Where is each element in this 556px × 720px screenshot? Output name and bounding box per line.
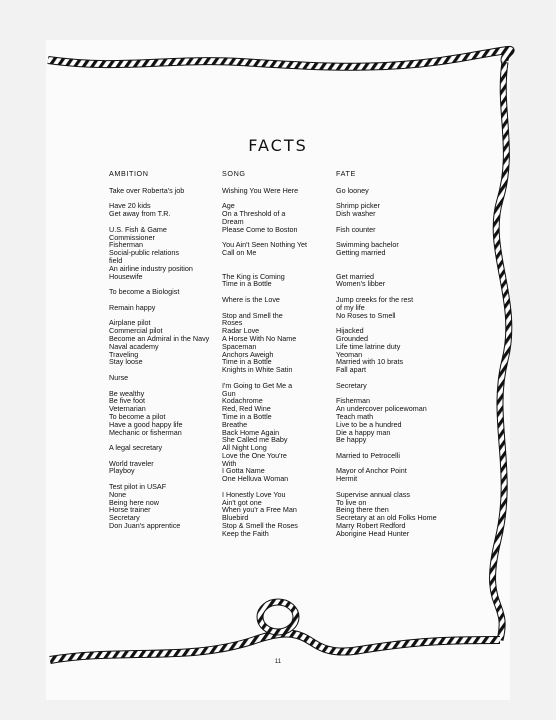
entry-line: None (109, 489, 127, 499)
entry-line: Social-public relations (109, 248, 179, 258)
column-header: AMBITION (109, 169, 149, 178)
entry-line: Radar Love (222, 326, 260, 336)
entry-line: Mayor of Anchor Point (336, 466, 407, 476)
entry-line: Please Come to Boston (222, 224, 298, 234)
entry-line: U.S. Fish & Game (109, 224, 167, 234)
entry-line: Back Home Again (222, 427, 280, 437)
list-item (222, 312, 332, 374)
entry-line: Red, Red Wine (222, 404, 271, 414)
list-item (109, 304, 221, 312)
entry-line: Shrimp picker (336, 201, 380, 211)
fate-column (336, 170, 466, 545)
list-item (336, 187, 466, 195)
list-item (336, 452, 466, 460)
list-item (222, 187, 332, 195)
list-item (336, 327, 466, 374)
entry-line: Housewife (109, 271, 143, 281)
entry-line: One Helluva Woman (222, 474, 289, 484)
entry-line: Ain't got one (222, 497, 262, 507)
list-item (336, 467, 466, 483)
list-item (109, 187, 221, 195)
entry-line: Traveling (109, 349, 139, 359)
entry-line: Bluebird (222, 513, 249, 523)
entry-line: Call on Me (222, 248, 257, 258)
entry-line: Spaceman (222, 341, 257, 351)
entry-line: Married with 10 brats (336, 357, 404, 367)
entry-line: Jump creeks for the rest (336, 294, 414, 304)
entry-line (336, 257, 466, 265)
entry-line: Stop & Smell the Roses (222, 521, 298, 531)
list-item (109, 483, 221, 530)
entry-line: Love the One You're (222, 450, 287, 460)
entry-line: Roses (222, 318, 243, 328)
entry-line: Stop and Smell the (222, 310, 283, 320)
entry-line: Hijacked (336, 326, 364, 336)
entry-line: Fisherman (109, 240, 143, 250)
entry-line: Secretary at an old Folks Home (336, 513, 437, 523)
entry-line: Age (222, 201, 235, 211)
entry-line: Stay loose (109, 357, 143, 367)
list-item (336, 226, 466, 234)
entry-line: An undercover policewoman (336, 404, 427, 414)
list-item (109, 202, 221, 218)
entry-line: I Gotta Name (222, 466, 265, 476)
page-number: 11 (274, 659, 282, 665)
list-item (222, 202, 332, 233)
entry-line: Secretary (109, 513, 140, 523)
list-item (336, 202, 466, 218)
entry-line: Kodachrome (222, 396, 263, 406)
entry-line: Horse trainer (109, 505, 151, 515)
entry-line: Fall apart (336, 365, 366, 375)
entry-line: Breathe (222, 419, 248, 429)
entry-line: Nurse (109, 372, 129, 382)
entry-line: Have a good happy life (109, 419, 183, 429)
entry-line: Getting married (336, 248, 386, 258)
entry-line: Women's libber (336, 279, 386, 289)
entry-line: Be five foot (109, 396, 145, 406)
entry-line: Marry Robert Redford (336, 521, 406, 531)
entry-line: Be wealthy (109, 388, 145, 398)
entry-line: When you'r a Free Man (222, 505, 297, 515)
entry-line: Knights in White Satin (222, 365, 293, 375)
entry-line: Time in a Bottle (222, 411, 272, 421)
entry-line: With (222, 458, 237, 468)
entry-line: Fisherman (336, 396, 370, 406)
list-item (109, 226, 221, 281)
list-item (336, 491, 466, 538)
entry-line: To become a Biologist (109, 287, 180, 297)
entry-line: Become an Admiral in the Navy (109, 333, 210, 343)
entry-line: You Ain't Seen Nothing Yet (222, 240, 308, 250)
list-item (109, 460, 221, 476)
entry-line: Life time latrine duty (336, 341, 401, 351)
page-title: FACTS (248, 136, 308, 155)
entry-line: Get married (336, 271, 374, 281)
entry-line: Commercial pilot (109, 326, 163, 336)
entry-line: Swimming bachelor (336, 240, 399, 250)
entry-line: Dish washer (336, 209, 376, 219)
list-item (109, 444, 221, 452)
entry-line: Anchors Aweigh (222, 349, 274, 359)
entry-line: World traveler (109, 458, 154, 468)
entry-line: Naval academy (109, 341, 159, 351)
entry-line: Wishing You Were Here (222, 185, 299, 195)
entry-line: Mechanic or fisherman (109, 427, 182, 437)
entry-line: Keep the Faith (222, 528, 269, 538)
entry-line: Don Juan's apprentice (109, 521, 181, 531)
entry-line: of my life (336, 302, 365, 312)
entry-line: Where is the Love (222, 294, 280, 304)
list-item (222, 382, 332, 483)
entry-line: Yeoman (336, 349, 363, 359)
entry-line: On a Threshold of a (222, 209, 286, 219)
list-item (222, 491, 332, 538)
entry-line: Teach math (336, 411, 374, 421)
list-item (336, 397, 466, 444)
entry-line: Commissioner (109, 232, 155, 242)
entry-line: Secretary (336, 380, 367, 390)
entry-line: Fish counter (336, 224, 376, 234)
entry-line: I Honestly Love You (222, 489, 286, 499)
list-item (222, 241, 332, 288)
list-item (109, 288, 221, 296)
entry-line: Hermit (336, 474, 358, 484)
entry-line: Have 20 kids (109, 201, 151, 211)
entry-line: The King is Coming (222, 271, 285, 281)
list-item (109, 390, 221, 437)
entry-line: No Roses to Smell (336, 310, 396, 320)
entry-line: Time in a Bottle (222, 357, 272, 367)
ambition-column (109, 170, 221, 538)
entry-line: Gun (222, 388, 236, 398)
entry-line: Dream (222, 216, 244, 226)
list-item (336, 382, 466, 390)
entry-line: Veternarian (109, 404, 146, 414)
list-item (109, 319, 221, 366)
entry-line: Die a happy man (336, 427, 391, 437)
entry-line: A Horse With No Name (222, 333, 297, 343)
entry-line: To live on (336, 497, 367, 507)
entry-line (222, 257, 332, 265)
entry-line: Remain happy (109, 302, 156, 312)
column-header: FATE (336, 169, 356, 178)
entry-line: Grounded (336, 333, 368, 343)
entry-line: Aborigine Head Hunter (336, 528, 410, 538)
list-item (222, 296, 332, 304)
entry-line: Be happy (336, 435, 367, 445)
entry-line: Airplane pilot (109, 318, 151, 328)
entry-line: Being there then (336, 505, 389, 515)
list-item (336, 296, 466, 319)
entry-line: Supervise annual class (336, 489, 410, 499)
entry-line: Live to be a hundred (336, 419, 402, 429)
song-column (222, 170, 332, 545)
entry-line: Test pilot in USAF (109, 482, 167, 492)
entry-line: Time in a Bottle (222, 279, 272, 289)
entry-line: All Night Long (222, 443, 267, 453)
entry-line: An airline industry position (109, 263, 193, 273)
entry-line: She Called me Baby (222, 435, 288, 445)
list-item (336, 241, 466, 288)
entry-line: Get away from T.R. (109, 209, 171, 219)
entry-line: Being here now (109, 497, 159, 507)
entry-line: Playboy (109, 466, 135, 476)
list-item (109, 374, 221, 382)
column-header: SONG (222, 169, 246, 178)
entry-line: field (109, 255, 123, 265)
entry-line: To become a pilot (109, 411, 166, 421)
entry-line: A legal secretary (109, 443, 163, 453)
entry-line: Married to Petrocelli (336, 450, 400, 460)
entry-line: Go looney (336, 185, 369, 195)
entry-line: I'm Going to Get Me a (222, 380, 293, 390)
entry-line: Take over Roberta's job (109, 185, 185, 195)
